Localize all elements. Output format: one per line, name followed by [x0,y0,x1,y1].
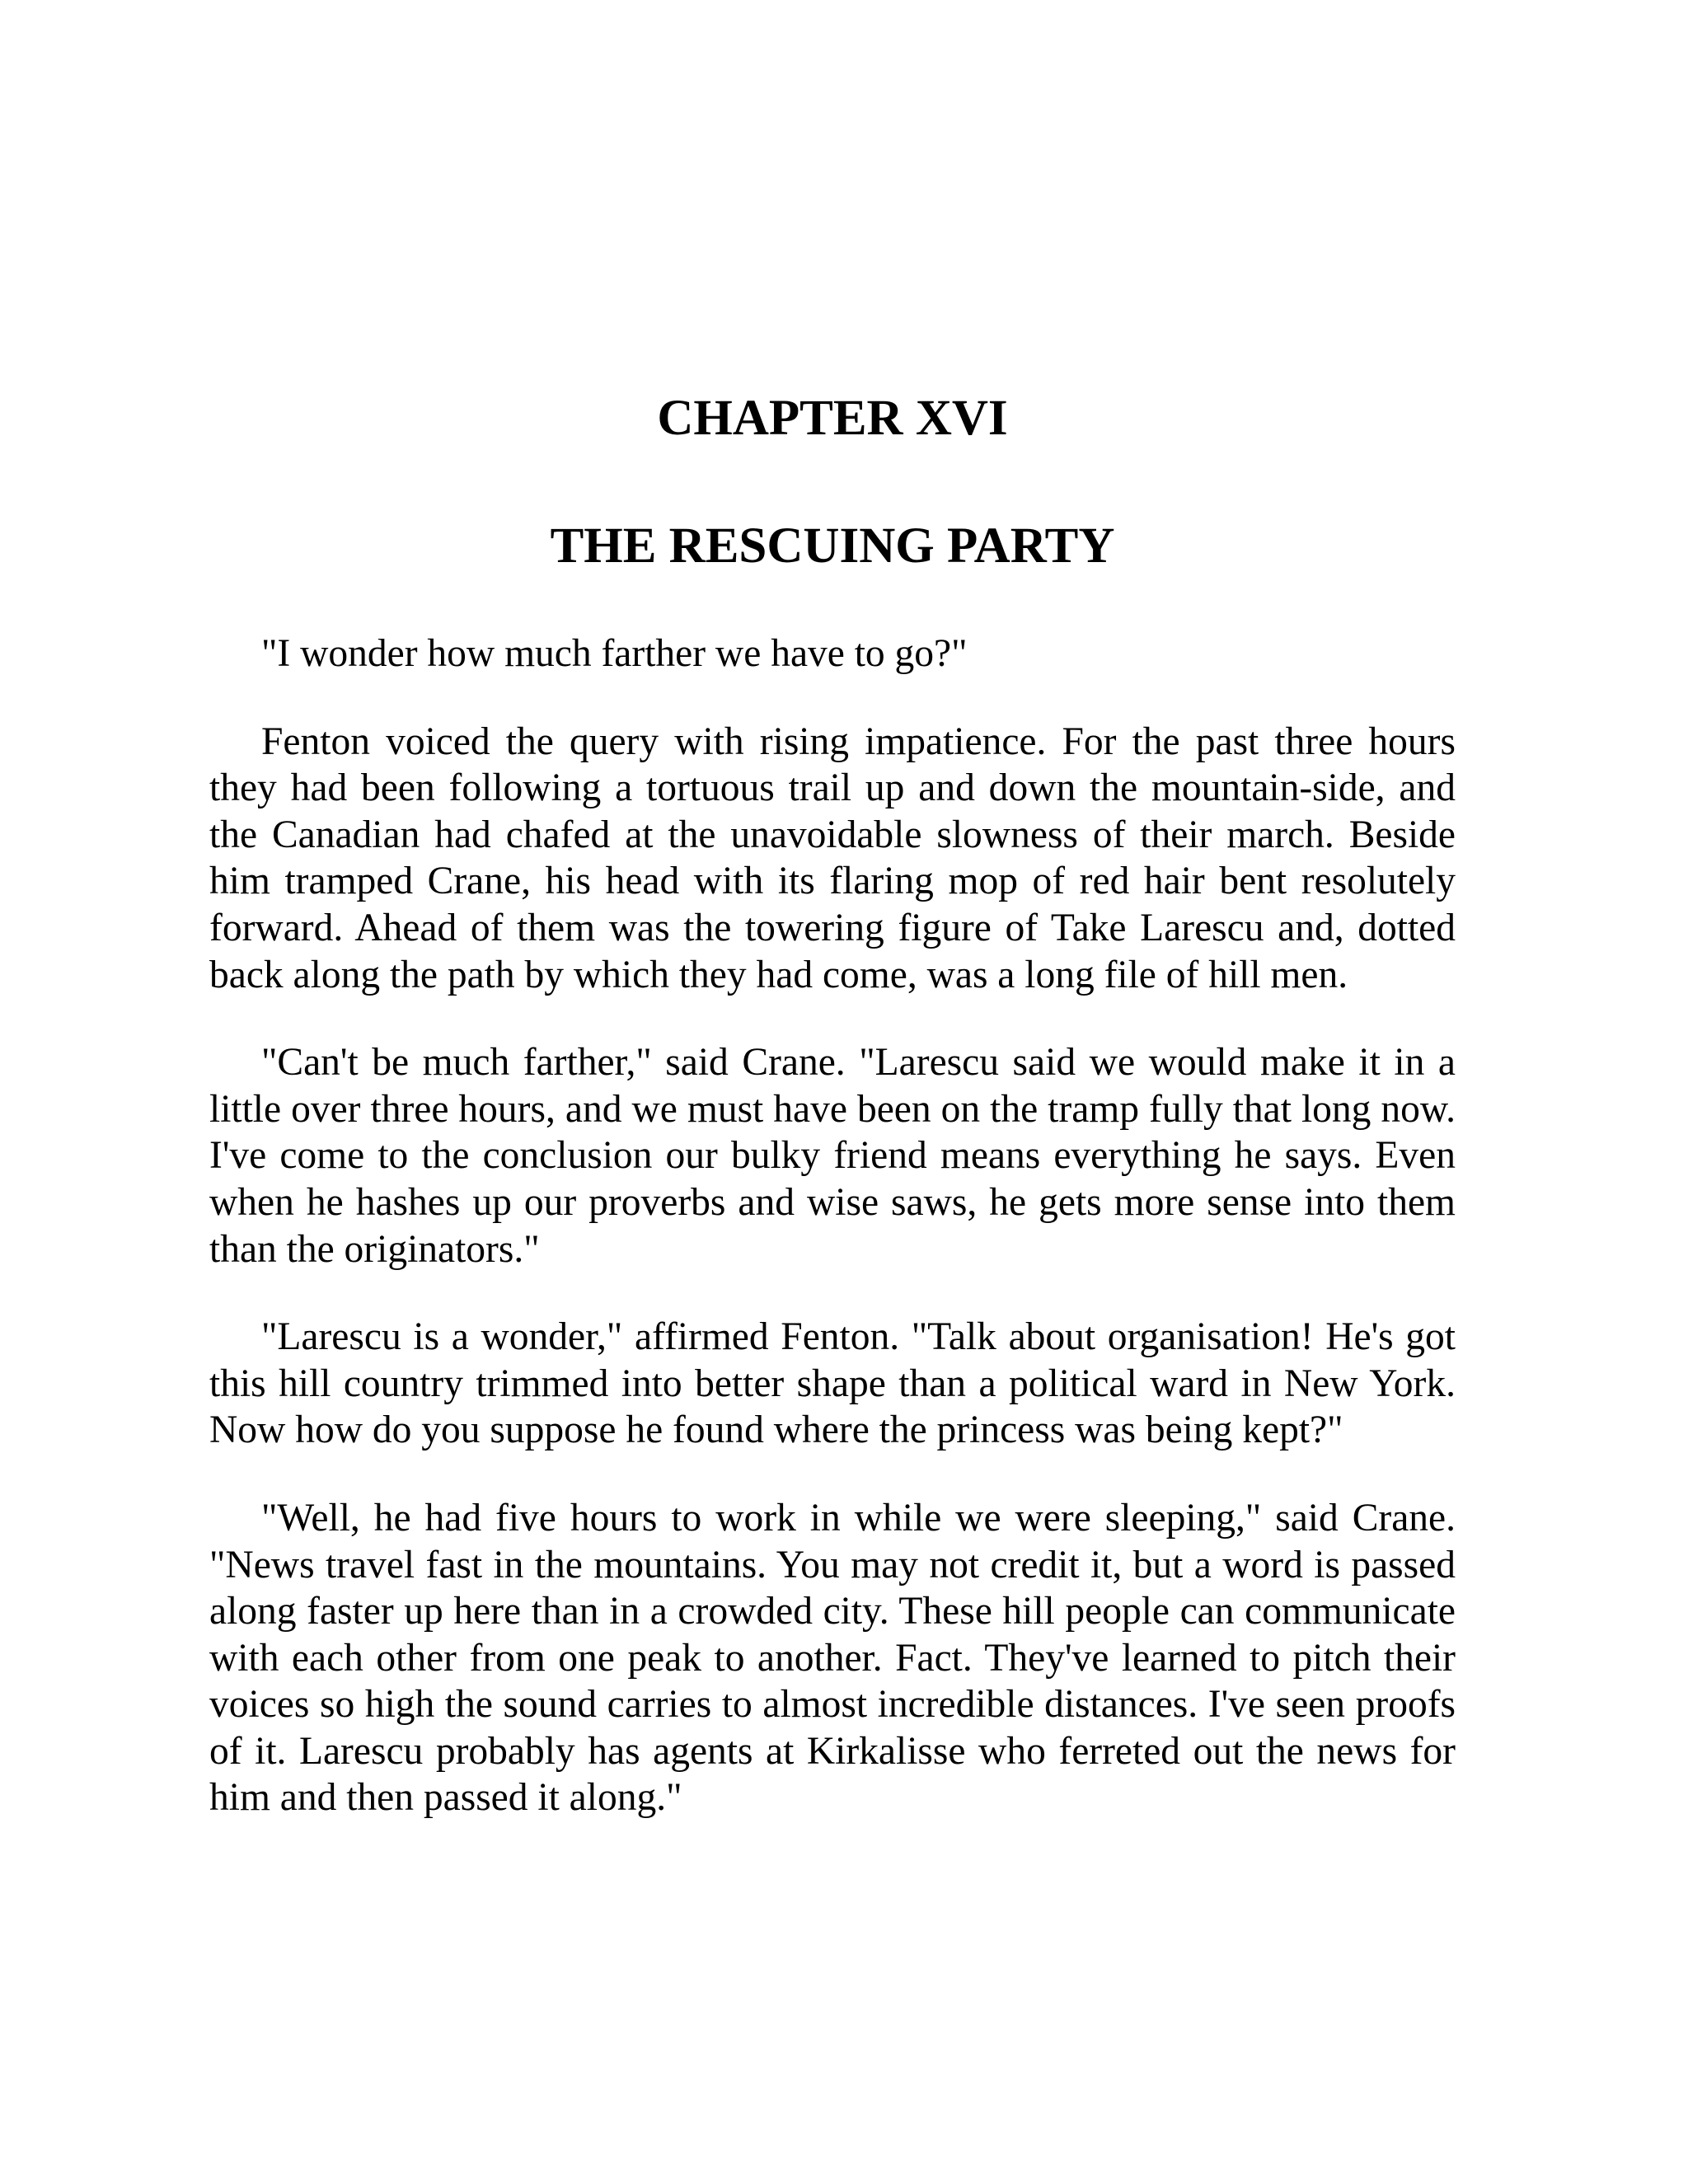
paragraph-3: "Can't be much farther," said Crane. "Larescu said we would make it in a little over three hours, and we must have been on the tramp fully that long now. I've come to the conclusion our bulky friend means everything he says. Even when he hashes up our proverbs and wise saws, he gets more sense into them than the originators." [209,1041,1456,1271]
paragraph-2: Fenton voiced the query with rising impatience. For the past three hours they had been following a tortuous trail up and down the mountain-side, and the Canadian had chafed at the unavoidable slowness of their march. Beside him tramped Crane, his head with its flaring mop of red hair bent resolutely forward. Ahead of them was the towering figure of Take Larescu and, dotted back along the path by which they had come, was a long file of hill men. [209,719,1456,996]
chapter-title: THE RESCUING PARTY [550,518,1115,574]
paragraph-1: "I wonder how much farther we have to go?" [261,632,968,675]
paragraph-5: "Well, he had five hours to work in while we were sleeping," said Crane. "News travel fast in the mountains. You may not credit it, but a word is passed along faster up here than in a crowded city. These hill people can communicate with each other from one peak to another. Fact. They've learned to pitch their voices so high the sound carries to almost incredible distances. I've seen proofs of it. Larescu probably has agents at Kirkalisse who ferreted out the news for him and then passed it along." [209,1496,1456,1820]
chapter-number: CHAPTER XVI [657,391,1008,446]
paragraph-4: "Larescu is a wonder," affirmed Fenton. "Talk about organisation! He's got this hill country trimmed into better shape than a political ward in New York. Now how do you suppose he found where the princess was being kept?" [209,1315,1456,1452]
chapter-body [209,630,1456,1863]
